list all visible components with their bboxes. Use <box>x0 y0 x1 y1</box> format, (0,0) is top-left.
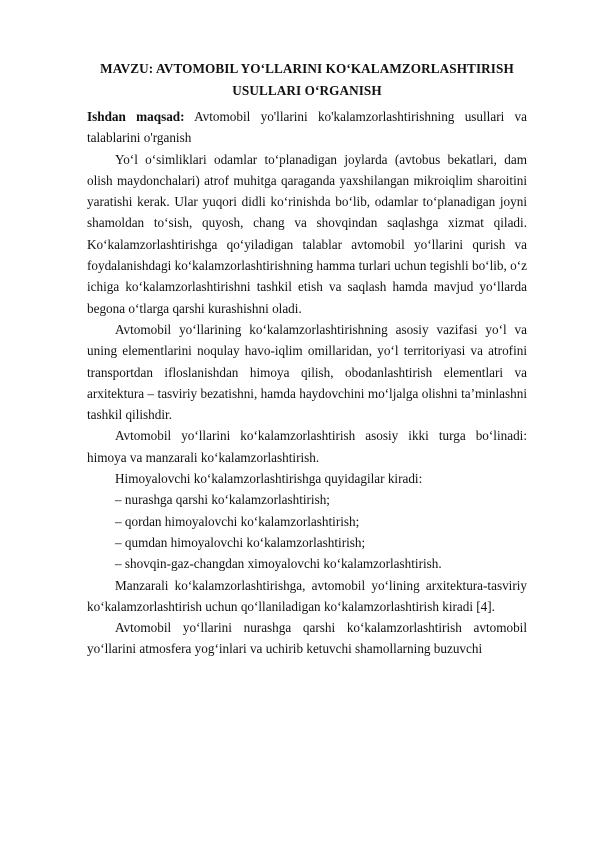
paragraph-2: Avtomobil yo‘llarining ko‘kalamzorlashtirishning asosiy vazifasi yo‘l va uning elementlarini noqulay havo-iqlim omillaridan, yo‘l territoriyasi va atrofini transportdan ifloslanishdan himoya qilish, obodanlashtirish elementlari va arxitektura – tasviriy bezatishni, hamda haydovchini mo‘ljalga olishni ta’minlashni tashkil qilishdir. <box>87 321 527 423</box>
title-line-2: USULLARI O‘RGANISH <box>232 82 382 98</box>
list-item-4: – shovqin-gaz-changdan ximoyalovchi ko‘kalamzorlashtirish. <box>115 556 442 572</box>
document-content <box>87 58 527 660</box>
paragraph-1: Yo‘l o‘simliklari odamlar to‘planadigan joylarda (avtobus bekatlari, dam olish maydonchalari) atrof muhitga qaraganda yaxshilangan mikroiqlim sharoitini yaratishi kerak. Ular yuqori didli ko‘rinishda bo‘lib, odamlar to‘planadigan joyni shamoldan to‘sish, quyosh, chang va shovqindan saqlashga xizmat qiladi. Ko‘kalamzorlashtirishga qo‘yiladigan talablar avtomobil yo‘llarini qurish va foydalanishdagi ko‘kalamzorlashtirishning hamma turlari uchun tegishli bo‘lib, o‘z ichiga ko‘kalamzorlashtirishni tashkil etish va saqlash hamda mavjud yo‘llarda begona o‘tlarga qarshi kurashishni oladi. <box>87 151 527 316</box>
title-line-1: MAVZU: AVTOMOBIL YO‘LLARINI KO‘KALAMZORLASHTIRISH <box>100 61 514 76</box>
list-item-3: – qumdan himoyalovchi ko‘kalamzorlashtirish; <box>115 534 366 550</box>
list-item-1: – nurashga qarshi ko‘kalamzorlashtirish; <box>115 492 330 508</box>
goal-label: Ishdan maqsad: <box>87 109 185 124</box>
document-title <box>87 58 527 101</box>
paragraph-3: Avtomobil yo‘llarini ko‘kalamzorlashtirish asosiy ikki turga bo‘linadi: himoya va manzarali ko‘kalamzorlashtirish. <box>87 428 527 465</box>
goal-paragraph <box>87 106 527 149</box>
list-item-2: – qordan himoyalovchi ko‘kalamzorlashtirish; <box>115 513 360 529</box>
paragraph-6: Avtomobil yo‘llarini nurashga qarshi ko‘kalamzorlashtirish avtomobil yo‘llarini atmosfera yog‘inlari va uchirib ketuvchi shamollarning buzuvchi <box>87 620 527 657</box>
paragraph-4: Himoyalovchi ko‘kalamzorlashtirishga quyidagilar kiradi: <box>115 471 423 487</box>
goal-text: Avtomobil yo'llarini ko'kalamzorlashtirishning usullari va talablarini o'rganish <box>87 109 528 146</box>
paragraph-5: Manzarali ko‘kalamzorlashtirishga, avtomobil yo‘lining arxitektura-tasviriy ko‘kalamzorlashtirish uchun qo‘llaniladigan ko‘kalamzorlashtirish kiradi [4]. <box>87 577 527 614</box>
